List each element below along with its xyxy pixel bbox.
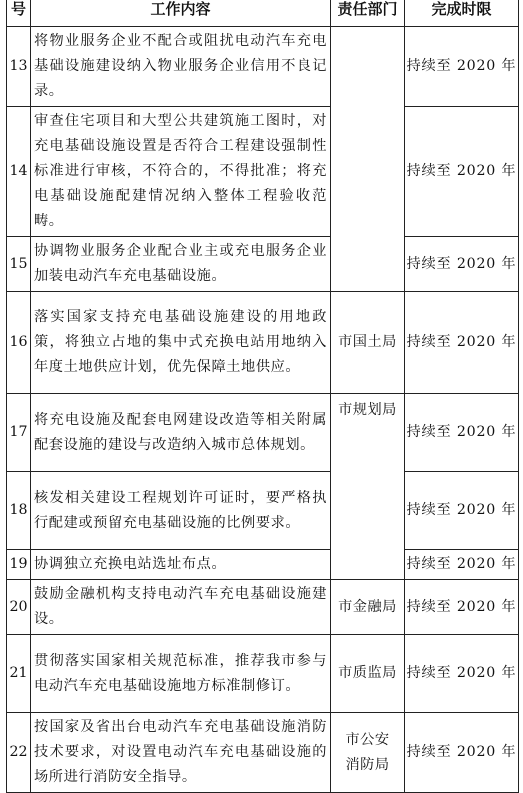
row-deadline: 持续至 2020 年 [405, 107, 519, 237]
row-num: 15 [7, 237, 31, 292]
header-dept: 责任部门 [331, 0, 405, 27]
header-content: 工作内容 [31, 0, 331, 27]
row-deadline: 持续至 2020 年 [405, 292, 519, 394]
table-row [7, 107, 519, 237]
row-content: 将充电设施及配套电网建设改造等相关附属配套设施的建设与改造纳入城市总体规划。 [31, 394, 331, 472]
table-header-row [7, 0, 519, 27]
row-deadline: 持续至 2020 年 [405, 394, 519, 472]
row-deadline: 持续至 2020 年 [405, 27, 519, 107]
row-dept-empty [331, 27, 405, 292]
row-num: 16 [7, 292, 31, 394]
row-dept: 市国土局 [331, 292, 405, 394]
row-num: 20 [7, 580, 31, 635]
task-table [6, 0, 519, 793]
row-num: 18 [7, 472, 31, 550]
row-deadline: 持续至 2020 年 [405, 550, 519, 580]
row-num: 17 [7, 394, 31, 472]
row-dept: 市质监局 [331, 635, 405, 713]
header-deadline: 完成时限 [405, 0, 519, 27]
table-row [7, 580, 519, 635]
row-dept: 市金融局 [331, 580, 405, 635]
row-content: 落实国家支持充电基础设施建设的用地政策，将独立占地的集中式充换电站用地纳入年度土地供应计划，优先保障土地供应。 [31, 292, 331, 394]
row-num: 22 [7, 713, 31, 793]
row-deadline: 持续至 2020 年 [405, 472, 519, 550]
row-deadline: 持续至 2020 年 [405, 237, 519, 292]
row-content: 鼓励金融机构支持电动汽车充电基础设施建设。 [31, 580, 331, 635]
table-row [7, 292, 519, 394]
table-row [7, 394, 519, 472]
row-content: 协调独立充换电站选址布点。 [31, 550, 331, 580]
row-num: 13 [7, 27, 31, 107]
row-content: 核发相关建设工程规划许可证时，要严格执行配建或预留充电基础设施的比例要求。 [31, 472, 331, 550]
table-row [7, 27, 519, 107]
header-num: 号 [7, 0, 31, 27]
table-row [7, 550, 519, 580]
row-content: 贯彻落实国家相关规范标准，推荐我市参与电动汽车充电基础设施地方标准制修订。 [31, 635, 331, 713]
row-deadline: 持续至 2020 年 [405, 580, 519, 635]
row-dept: 市公安消防局 [331, 713, 405, 793]
table-row [7, 635, 519, 713]
row-content: 审查住宅项目和大型公共建筑施工图时，对充电基础设施设置是否符合工程建设强制性标准进行审核，不符合的，不得批准；将充电基础设施配建情况纳入整体工程验收范畴。 [31, 107, 331, 237]
row-deadline: 持续至 2020 年 [405, 713, 519, 793]
row-num: 19 [7, 550, 31, 580]
table-row [7, 713, 519, 793]
table-row [7, 237, 519, 292]
row-dept-merged: 市规划局 [331, 394, 405, 580]
table-row [7, 472, 519, 550]
row-deadline: 持续至 2020 年 [405, 635, 519, 713]
row-num: 21 [7, 635, 31, 713]
row-content: 协调物业服务企业配合业主或充电服务企业加装电动汽车充电基础设施。 [31, 237, 331, 292]
row-num: 14 [7, 107, 31, 237]
row-content: 按国家及省出台电动汽车充电基础设施消防技术要求，对设置电动汽车充电基础设施的场所进行消防安全指导。 [31, 713, 331, 793]
row-content: 将物业服务企业不配合或阻扰电动汽车充电基础设施建设纳入物业服务企业信用不良记录。 [31, 27, 331, 107]
